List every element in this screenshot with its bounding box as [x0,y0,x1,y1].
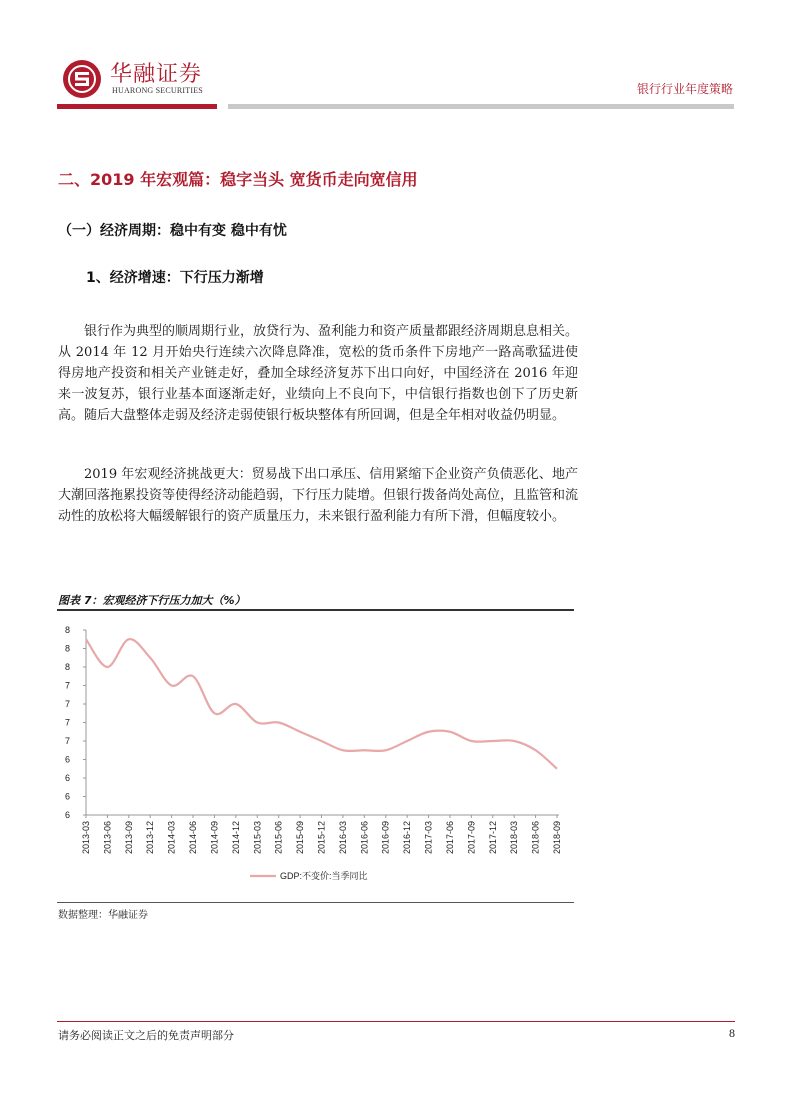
brand-logo-icon [63,60,101,98]
header-divider-red [57,104,217,109]
x-tick-label: 2017-12 [487,821,498,855]
data-point [278,721,280,723]
data-point [449,731,451,733]
x-tick-label: 2014-12 [230,821,241,855]
data-point [556,768,558,770]
x-tick-label: 2018-03 [509,821,520,855]
data-point [363,749,365,751]
data-point [299,731,301,733]
gdp-line-chart [57,615,574,900]
y-tick-label: 6 [64,791,70,802]
data-point [256,721,258,723]
data-point [470,740,472,742]
data-point [171,684,173,686]
x-tick-label: 2013-03 [81,821,91,855]
x-tick-label: 2014-09 [209,821,220,855]
y-tick-label: 7 [64,699,70,709]
y-tick-label: 6 [64,754,70,765]
x-tick-label: 2015-12 [316,821,327,855]
data-point [385,749,387,751]
x-tick-label: 2017-06 [444,821,455,855]
figure-source: 数据整理：华融证券 [58,910,148,921]
section-subtitle: （一）经济周期：稳中有变 稳中有忧 [58,223,287,239]
y-tick-label: 8 [64,643,70,654]
x-tick-label: 2018-06 [530,821,541,855]
figure-bottom-rule [57,902,574,903]
y-tick-label: 6 [64,773,70,783]
x-tick-label: 2015-09 [295,821,306,855]
x-tick-label: 2016-12 [402,821,413,855]
body-paragraph-1: 银行作为典型的顺周期行业，放贷行为、盈利能力和资产质量都跟经济周期息息相关。从 2014 年 12 月开始央行连续六次降息降准，宽松的货币条件下房地产一路高歌猛进使得房地产投资和相关产业链走好，叠加全球经济复苏下出口向好，中国经济在 2016 年迎来一波复苏，银行业基本面逐渐走好，业绩向上不良向下，中信银行指数也创下了历史新高。随后大盘整体走弱及经济走弱使银行板块整体有所回调，但是全年相对收益仍明显。 [58,324,579,423]
data-point [427,731,429,733]
footer-rule [57,1021,735,1022]
header-divider-gray [228,104,734,109]
data-point [106,666,108,668]
data-point [534,749,536,751]
page-number: 8 [729,1026,735,1040]
y-tick-label: 7 [64,680,70,691]
series-line-gdp [86,639,557,769]
x-tick-label: 2016-03 [337,821,348,855]
data-point [320,740,322,742]
x-tick-label: 2018-09 [552,821,562,855]
x-tick-label: 2017-03 [423,821,434,855]
x-tick-label: 2016-06 [359,821,370,855]
data-point [492,740,494,742]
data-point [235,703,237,705]
figure-top-rule [57,609,574,611]
data-point [85,638,87,640]
x-tick-label: 2013-12 [145,821,156,855]
x-tick-label: 2016-09 [380,821,391,855]
body-paragraph-2: 2019 年宏观经济挑战更大：贸易战下出口承压、信用紧缩下企业资产负债恶化、地产大潮回落拖累投资等使得经济动能趋弱，下行压力陡增。但银行拨备尚处高位，且监管和流动性的放松将大幅缓解银行的资产质量压力，未来银行盈利能力有所下滑，但幅度较小。 [58,467,579,524]
figure-title: 图表 7：宏观经济下行压力加大（%） [58,594,246,607]
section-subsubtitle: 1、经济增速：下行压力渐增 [86,270,264,286]
y-tick-label: 6 [64,810,70,820]
data-point [342,749,344,751]
brand-name-cn: 华融证券 [110,62,203,87]
x-tick-label: 2014-03 [166,821,177,855]
report-type-label: 银行行业年度策略 [636,82,733,96]
footer-disclaimer: 请务必阅读正文之后的免责声明部分 [58,1029,234,1042]
x-tick-label: 2013-09 [123,821,134,855]
data-point [213,712,215,714]
data-point [128,638,130,640]
y-axis [65,625,86,820]
series-layer [85,638,558,770]
data-point [513,740,515,742]
data-point [406,740,408,742]
x-tick-label: 2014-06 [188,821,199,855]
y-tick-label: 8 [64,662,70,672]
data-point [149,657,151,659]
brand-name-en: HUARONG SECURITIES [112,86,203,95]
x-axis [81,815,562,854]
legend-label: GDP:不变价:当季同比 [280,871,368,881]
chart-legend [250,870,368,881]
data-point [192,675,194,677]
x-tick-label: 2015-06 [273,821,284,855]
x-tick-label: 2017-09 [466,821,477,855]
y-tick-label: 8 [64,625,70,635]
x-tick-label: 2013-06 [102,821,113,855]
y-tick-label: 7 [64,736,70,746]
y-tick-label: 7 [64,717,70,728]
x-tick-label: 2015-03 [252,821,263,855]
section-title: 二、2019 年宏观篇：稳字当头 宽货币走向宽信用 [58,170,418,189]
